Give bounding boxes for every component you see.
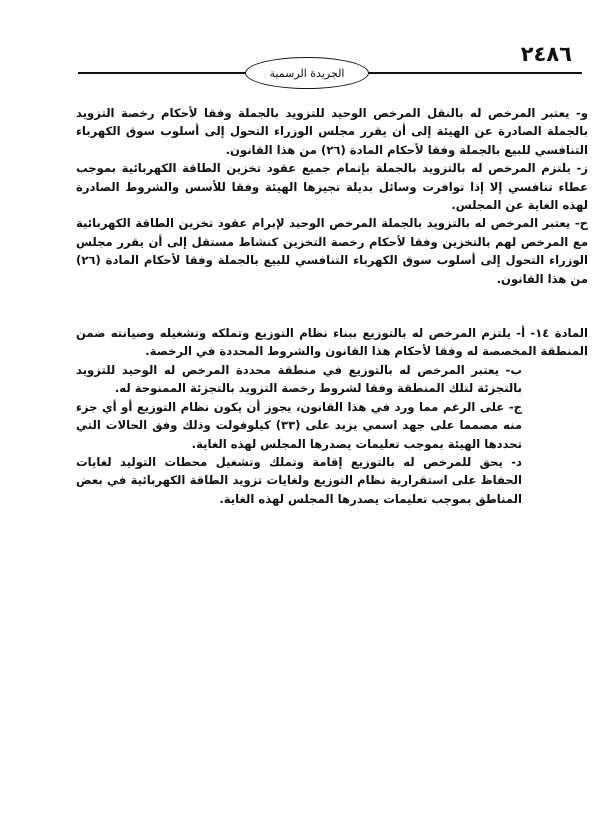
- clause-text: يعتبر المرخص له بالتزويد بالجملة المرخص الوحيد لإبرام عقود تخزين الطاقة الكهربائية مع المرخص لهم بالتخزين وفقا لأحكام رخصة التخزين كنشاط مستقل إلى أن يقرر مجلس الوزراء التحول إلى أسلوب سوق الكهرباء التنافسي للبيع بالجملة وفقا لأحكام المادة (٢٦) من هذا القانون.: [76, 216, 588, 286]
- section-gap: [76, 288, 588, 324]
- clause-marker: و-: [575, 106, 588, 120]
- article-14-clause-jeem: [76, 398, 522, 453]
- clause-text: يلتزم المرخص له بالتزويد بالجملة بإتمام جميع عقود تخزين الطاقة الكهربائية بموجب عطاء تنافسي إلا إذا توافرت وسائل بديلة تجيزها الهيئة وفقا للأسس والشروط الصادرة لهذه الغاية عن المجلس.: [76, 161, 588, 213]
- clause-marker: ح-: [574, 216, 588, 231]
- clause-marker: ج-: [508, 399, 522, 414]
- clause-marker: ز-: [576, 161, 588, 176]
- journal-name: الجريدة الرسمية: [269, 66, 345, 80]
- page-header: [0, 0, 616, 110]
- article-title: المادة ١٤-: [530, 326, 588, 341]
- clause-text: يعتبر المرخص له بالنقل المرخص الوحيد للتزويد بالجملة وفقا لأحكام رخصة التزويد بالجملة الصادرة عن الهيئة إلى أن يقرر مجلس الوزراء التحول إلى أسلوب سوق الكهرباء التنافسي للبيع بالجملة وفقا لأحكام المادة (٢٦) من هذا القانون.: [76, 106, 588, 157]
- page-number: ٢٤٨٦: [520, 42, 572, 66]
- journal-name-oval: [245, 57, 369, 89]
- clause-zay: [76, 159, 588, 214]
- clause-haa: [76, 214, 588, 288]
- clause-marker: ب-: [505, 362, 522, 377]
- clause-text: يحق للمرخص له بالتوزيع إقامة وتملك وتشغيل محطات التوليد لغايات الحفاظ على استقرارية نظام التوزيع ولغايات تزويد الطاقة الكهربائية في بعض المناطق بموجب تعليمات يصدرها المجلس لهذه الغاية.: [76, 454, 522, 506]
- document-body: [76, 104, 588, 508]
- article-14-clause-baa: [76, 361, 522, 398]
- article-14-clause-dal: [76, 453, 522, 508]
- clause-marker: د-: [511, 454, 522, 469]
- clause-waw: [76, 104, 588, 159]
- clause-text: على الرغم مما ورد في هذا القانون، يجوز أن يكون نظام التوزيع أو أي جزء منه مصمما على جهد اسمي يزيد على (٣٣) كيلوفولت وذلك وفق الحالات التي تحددها الهيئة بموجب تعليمات يصدرها المجلس لهذه الغاية.: [76, 399, 522, 451]
- article-14-clause-alif: [76, 324, 588, 361]
- clause-text: يعتبر المرخص له بالتوزيع في منطقة محددة المرخص له الوحيد للتزويد بالتجزئة لتلك المنطقة وفقا لشروط رخصة التزويد بالتجزئة الممنوحة له.: [76, 362, 522, 396]
- clause-text: يلتزم المرخص له بالتوزيع ببناء نظام التوزيع وتملكه وتشغيله وصيانته ضمن المنطقة المخصصة له وفقا لأحكام هذا القانون والشروط المحددة في الرخصة.: [76, 326, 588, 359]
- clause-marker: أ-: [516, 326, 526, 341]
